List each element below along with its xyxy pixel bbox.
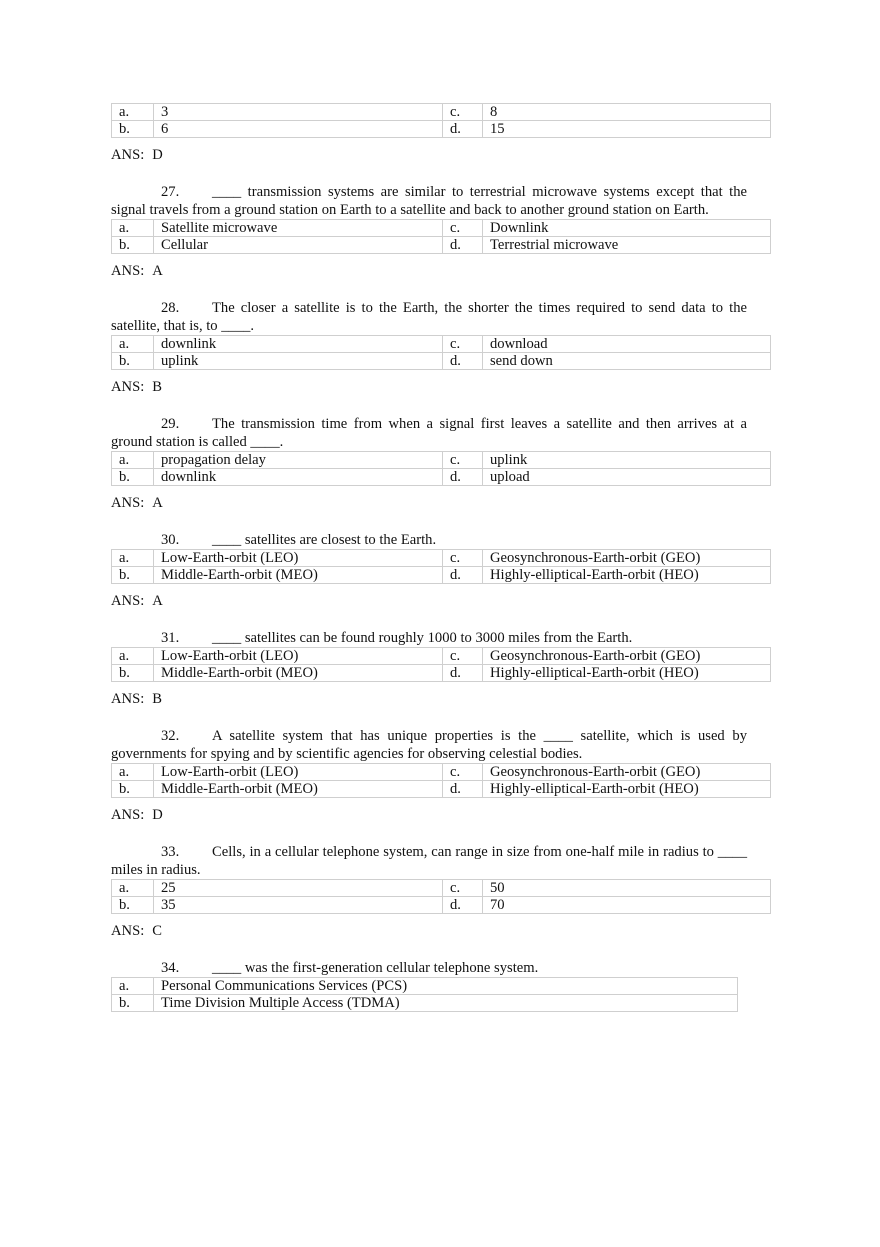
question-number: 32. xyxy=(161,728,180,744)
option-text: Highly-elliptical-Earth-orbit (HEO) xyxy=(483,665,771,682)
question-text xyxy=(111,727,747,763)
question-text xyxy=(111,629,747,647)
option-text: 50 xyxy=(483,880,771,897)
option-letter: c. xyxy=(443,336,483,353)
answer-label: ANS: xyxy=(111,263,145,279)
question-text xyxy=(111,843,747,879)
option-letter: a. xyxy=(112,550,154,567)
answer-label: ANS: xyxy=(111,923,145,939)
answer-value: C xyxy=(152,923,162,939)
option-text: send down xyxy=(483,353,771,370)
option-letter: b. xyxy=(112,121,154,138)
question-text xyxy=(111,531,747,549)
options-table xyxy=(111,103,771,138)
options-row xyxy=(112,237,771,254)
option-letter: a. xyxy=(112,978,154,995)
answer-label: ANS: xyxy=(111,593,145,609)
question-text xyxy=(111,299,747,335)
options-row xyxy=(112,665,771,682)
question-stem: ____ satellites can be found roughly 1000 to 3000 miles from the Earth. xyxy=(212,630,633,646)
answer-label: ANS: xyxy=(111,379,145,395)
options-table xyxy=(111,451,771,486)
option-text: Geosynchronous-Earth-orbit (GEO) xyxy=(483,550,771,567)
answer-line xyxy=(111,262,771,280)
option-text: upload xyxy=(483,469,771,486)
options-table xyxy=(111,647,771,682)
option-text: Highly-elliptical-Earth-orbit (HEO) xyxy=(483,781,771,798)
option-letter: a. xyxy=(112,220,154,237)
options-row xyxy=(112,104,771,121)
options-row xyxy=(112,550,771,567)
answer-line xyxy=(111,592,771,610)
options-row xyxy=(112,353,771,370)
option-letter: d. xyxy=(443,237,483,254)
answer-value: B xyxy=(152,379,162,395)
options-row xyxy=(112,764,771,781)
option-text: downlink xyxy=(154,469,443,486)
options-table xyxy=(111,977,738,1012)
exam-document xyxy=(111,103,771,1012)
option-letter: b. xyxy=(112,237,154,254)
answer-value: D xyxy=(152,807,163,823)
options-row xyxy=(112,995,738,1012)
option-text: uplink xyxy=(154,353,443,370)
answer-line xyxy=(111,922,771,940)
option-letter: d. xyxy=(443,353,483,370)
answer-value: A xyxy=(152,263,163,279)
question-number: 33. xyxy=(161,844,180,860)
option-text: Geosynchronous-Earth-orbit (GEO) xyxy=(483,648,771,665)
options-table xyxy=(111,763,771,798)
options-row xyxy=(112,121,771,138)
answer-label: ANS: xyxy=(111,147,145,163)
option-letter: d. xyxy=(443,665,483,682)
question-text xyxy=(111,183,747,219)
question-stem: A satellite system that has unique properties is the ____ satellite, which is used by governments for spying and by scientific agencies for observing celestial bodies. xyxy=(111,728,747,762)
question-text xyxy=(111,415,747,451)
option-text: Terrestrial microwave xyxy=(483,237,771,254)
question-stem: ____ was the first-generation cellular telephone system. xyxy=(212,960,539,976)
question-number: 30. xyxy=(161,532,180,548)
option-text: 25 xyxy=(154,880,443,897)
option-letter: c. xyxy=(443,452,483,469)
options-table xyxy=(111,549,771,584)
options-table xyxy=(111,879,771,914)
answer-label: ANS: xyxy=(111,691,145,707)
question-number: 27. xyxy=(161,184,180,200)
answer-value: B xyxy=(152,691,162,707)
option-text: 8 xyxy=(483,104,771,121)
option-text: Downlink xyxy=(483,220,771,237)
option-letter: b. xyxy=(112,781,154,798)
option-text: Middle-Earth-orbit (MEO) xyxy=(154,781,443,798)
option-text: Satellite microwave xyxy=(154,220,443,237)
options-table xyxy=(111,219,771,254)
question-number: 31. xyxy=(161,630,180,646)
option-letter: b. xyxy=(112,995,154,1012)
option-letter: a. xyxy=(112,104,154,121)
option-letter: a. xyxy=(112,880,154,897)
answer-line xyxy=(111,378,771,396)
options-row xyxy=(112,978,738,995)
question-stem: ____ satellites are closest to the Earth. xyxy=(212,532,437,548)
option-letter: a. xyxy=(112,764,154,781)
options-row xyxy=(112,469,771,486)
option-letter: b. xyxy=(112,469,154,486)
option-text: Personal Communications Services (PCS) xyxy=(154,978,738,995)
options-table xyxy=(111,335,771,370)
answer-label: ANS: xyxy=(111,807,145,823)
option-letter: c. xyxy=(443,880,483,897)
options-row xyxy=(112,648,771,665)
question-stem: The closer a satellite is to the Earth, the shorter the times required to send data to the satellite, that is, to ____. xyxy=(111,300,747,334)
option-text: Highly-elliptical-Earth-orbit (HEO) xyxy=(483,567,771,584)
option-text: download xyxy=(483,336,771,353)
option-letter: b. xyxy=(112,567,154,584)
options-row xyxy=(112,897,771,914)
question-number: 28. xyxy=(161,300,180,316)
answer-line xyxy=(111,494,771,512)
option-text: Low-Earth-orbit (LEO) xyxy=(154,764,443,781)
option-letter: b. xyxy=(112,353,154,370)
option-letter: a. xyxy=(112,336,154,353)
option-letter: d. xyxy=(443,121,483,138)
option-text: Low-Earth-orbit (LEO) xyxy=(154,648,443,665)
option-letter: a. xyxy=(112,648,154,665)
option-letter: c. xyxy=(443,764,483,781)
options-row xyxy=(112,781,771,798)
option-text: 3 xyxy=(154,104,443,121)
question-stem: ____ transmission systems are similar to terrestrial microwave systems except that the signal travels from a ground station on Earth to a satellite and back to another ground station on Earth. xyxy=(111,184,747,218)
option-text: Low-Earth-orbit (LEO) xyxy=(154,550,443,567)
answer-value: A xyxy=(152,593,163,609)
option-letter: c. xyxy=(443,104,483,121)
option-letter: d. xyxy=(443,897,483,914)
answer-value: A xyxy=(152,495,163,511)
option-letter: c. xyxy=(443,648,483,665)
option-letter: d. xyxy=(443,567,483,584)
option-text: 15 xyxy=(483,121,771,138)
question-number: 29. xyxy=(161,416,180,432)
option-text: 6 xyxy=(154,121,443,138)
option-text: 70 xyxy=(483,897,771,914)
question-text xyxy=(111,959,747,977)
option-letter: c. xyxy=(443,550,483,567)
question-number: 34. xyxy=(161,960,180,976)
option-letter: b. xyxy=(112,665,154,682)
answer-line xyxy=(111,146,771,164)
option-letter: b. xyxy=(112,897,154,914)
option-text: Geosynchronous-Earth-orbit (GEO) xyxy=(483,764,771,781)
question-stem: The transmission time from when a signal first leaves a satellite and then arrives at a ground station is called ____. xyxy=(111,416,747,450)
options-row xyxy=(112,567,771,584)
answer-line xyxy=(111,690,771,708)
option-letter: d. xyxy=(443,781,483,798)
option-text: downlink xyxy=(154,336,443,353)
options-row xyxy=(112,336,771,353)
answer-value: D xyxy=(152,147,163,163)
option-letter: d. xyxy=(443,469,483,486)
option-text: 35 xyxy=(154,897,443,914)
option-text: propagation delay xyxy=(154,452,443,469)
option-text: Time Division Multiple Access (TDMA) xyxy=(154,995,738,1012)
question-stem: Cells, in a cellular telephone system, can range in size from one-half mile in radius to ____ miles in radius. xyxy=(111,844,747,878)
options-row xyxy=(112,220,771,237)
option-text: Cellular xyxy=(154,237,443,254)
option-letter: a. xyxy=(112,452,154,469)
answer-line xyxy=(111,806,771,824)
options-row xyxy=(112,880,771,897)
option-letter: c. xyxy=(443,220,483,237)
answer-label: ANS: xyxy=(111,495,145,511)
options-row xyxy=(112,452,771,469)
option-text: Middle-Earth-orbit (MEO) xyxy=(154,567,443,584)
option-text: uplink xyxy=(483,452,771,469)
option-text: Middle-Earth-orbit (MEO) xyxy=(154,665,443,682)
